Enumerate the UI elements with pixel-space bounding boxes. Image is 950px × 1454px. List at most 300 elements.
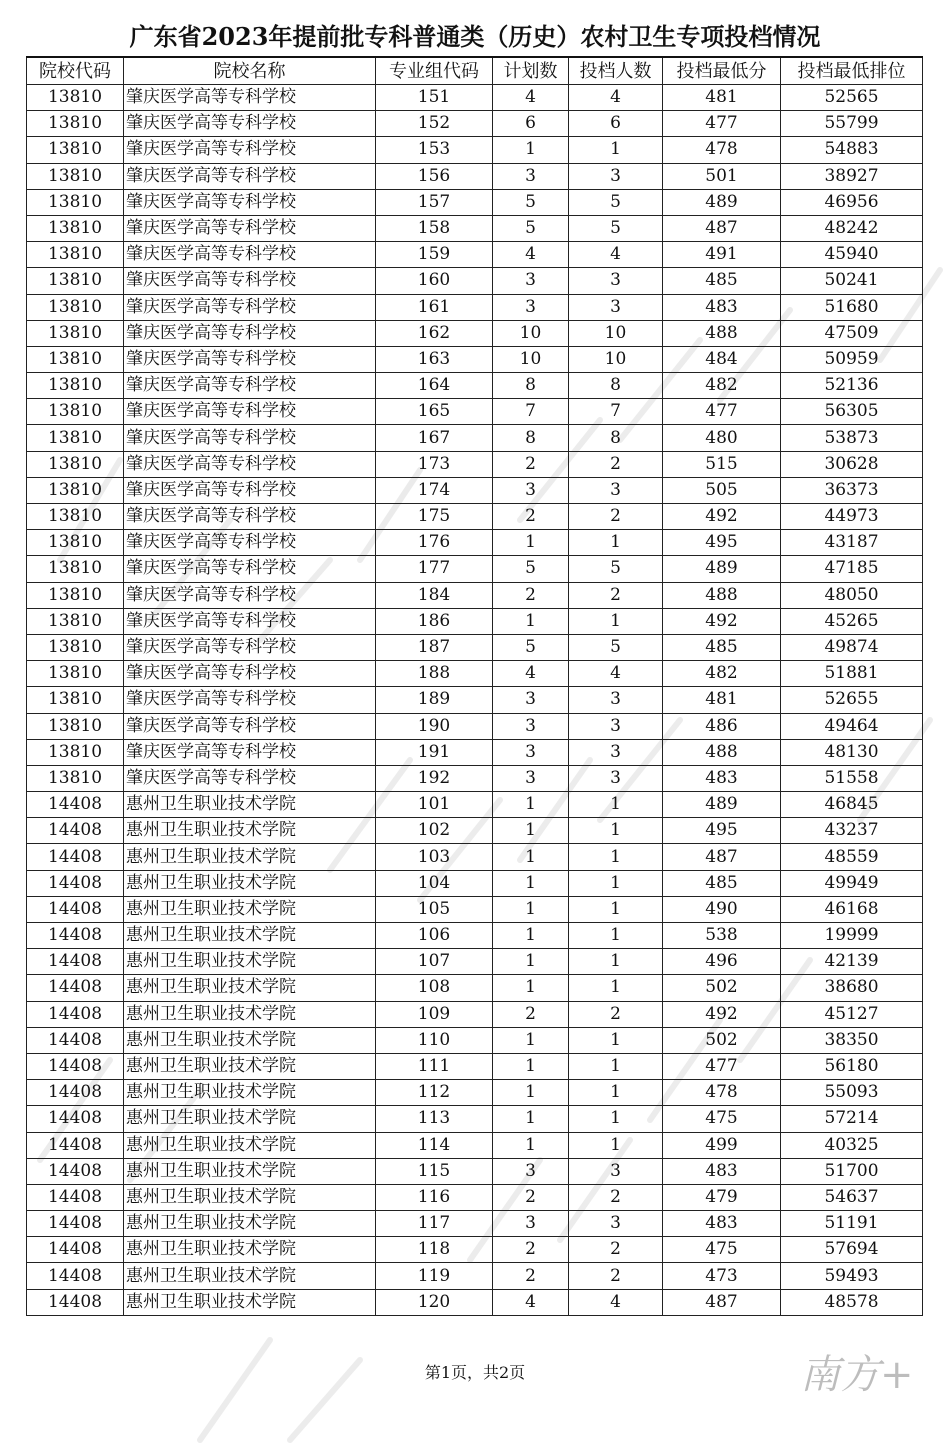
cell-school-code: 14408 <box>27 1080 124 1106</box>
cell-group-code: 160 <box>376 268 493 294</box>
cell-min-score: 489 <box>663 792 781 818</box>
table-row <box>27 739 923 765</box>
cell-min-score: 490 <box>663 896 781 922</box>
cell-school-code: 13810 <box>27 294 124 320</box>
cell-group-code: 173 <box>376 451 493 477</box>
cell-plan-count: 3 <box>493 268 569 294</box>
cell-plan-count: 1 <box>493 896 569 922</box>
table-row <box>27 294 923 320</box>
cell-min-score: 495 <box>663 530 781 556</box>
cell-group-code: 117 <box>376 1211 493 1237</box>
cell-min-score: 501 <box>663 163 781 189</box>
cell-plan-count: 3 <box>493 477 569 503</box>
header-min-rank: 投档最低排位 <box>781 57 923 85</box>
cell-plan-count: 2 <box>493 582 569 608</box>
cell-group-code: 177 <box>376 556 493 582</box>
cell-school-name: 惠州卫生职业技术学院 <box>124 975 376 1001</box>
cell-group-code: 189 <box>376 687 493 713</box>
cell-group-code: 191 <box>376 739 493 765</box>
cell-school-code: 14408 <box>27 844 124 870</box>
cell-min-rank: 53873 <box>781 425 923 451</box>
cell-school-code: 14408 <box>27 870 124 896</box>
cell-min-score: 477 <box>663 399 781 425</box>
cell-admitted-count: 4 <box>569 242 663 268</box>
cell-group-code: 115 <box>376 1158 493 1184</box>
cell-plan-count: 1 <box>493 1027 569 1053</box>
cell-group-code: 176 <box>376 530 493 556</box>
cell-school-name: 肇庆医学高等专科学校 <box>124 713 376 739</box>
cell-min-rank: 46845 <box>781 792 923 818</box>
cell-min-rank: 45127 <box>781 1001 923 1027</box>
header-school-name: 院校名称 <box>124 57 376 85</box>
cell-school-name: 惠州卫生职业技术学院 <box>124 870 376 896</box>
table-row <box>27 896 923 922</box>
cell-school-code: 13810 <box>27 85 124 111</box>
cell-min-score: 491 <box>663 242 781 268</box>
cell-min-rank: 48559 <box>781 844 923 870</box>
cell-min-rank: 38350 <box>781 1027 923 1053</box>
cell-school-name: 肇庆医学高等专科学校 <box>124 687 376 713</box>
cell-plan-count: 3 <box>493 765 569 791</box>
cell-school-code: 13810 <box>27 504 124 530</box>
cell-admitted-count: 1 <box>569 844 663 870</box>
cell-group-code: 116 <box>376 1184 493 1210</box>
cell-admitted-count: 3 <box>569 268 663 294</box>
header-plan-count: 计划数 <box>493 57 569 85</box>
cell-school-code: 14408 <box>27 1289 124 1315</box>
cell-plan-count: 1 <box>493 1132 569 1158</box>
nanfang-plus-logo <box>796 1330 916 1410</box>
cell-group-code: 106 <box>376 923 493 949</box>
cell-min-rank: 56180 <box>781 1053 923 1079</box>
cell-admitted-count: 4 <box>569 1289 663 1315</box>
cell-min-score: 502 <box>663 975 781 1001</box>
cell-admitted-count: 8 <box>569 373 663 399</box>
cell-min-score: 496 <box>663 949 781 975</box>
cell-min-rank: 54883 <box>781 137 923 163</box>
cell-admitted-count: 6 <box>569 111 663 137</box>
cell-admitted-count: 2 <box>569 1237 663 1263</box>
cell-plan-count: 4 <box>493 85 569 111</box>
cell-min-rank: 55799 <box>781 111 923 137</box>
table-row <box>27 1132 923 1158</box>
cell-group-code: 167 <box>376 425 493 451</box>
cell-min-rank: 43237 <box>781 818 923 844</box>
cell-admitted-count: 3 <box>569 713 663 739</box>
table-row <box>27 399 923 425</box>
cell-plan-count: 3 <box>493 1211 569 1237</box>
table-row <box>27 870 923 896</box>
table-row <box>27 608 923 634</box>
cell-admitted-count: 2 <box>569 504 663 530</box>
table-row <box>27 451 923 477</box>
cell-min-rank: 54637 <box>781 1184 923 1210</box>
cell-school-name: 惠州卫生职业技术学院 <box>124 1106 376 1132</box>
cell-group-code: 188 <box>376 661 493 687</box>
cell-admitted-count: 1 <box>569 1027 663 1053</box>
cell-school-code: 13810 <box>27 530 124 556</box>
cell-min-score: 478 <box>663 137 781 163</box>
cell-group-code: 161 <box>376 294 493 320</box>
cell-school-code: 13810 <box>27 399 124 425</box>
cell-plan-count: 4 <box>493 1289 569 1315</box>
cell-admitted-count: 1 <box>569 792 663 818</box>
cell-min-score: 482 <box>663 661 781 687</box>
cell-school-name: 肇庆医学高等专科学校 <box>124 477 376 503</box>
cell-group-code: 175 <box>376 504 493 530</box>
cell-min-rank: 57214 <box>781 1106 923 1132</box>
table-row <box>27 268 923 294</box>
cell-school-name: 惠州卫生职业技术学院 <box>124 844 376 870</box>
cell-admitted-count: 1 <box>569 818 663 844</box>
cell-plan-count: 10 <box>493 320 569 346</box>
cell-admitted-count: 2 <box>569 582 663 608</box>
cell-school-code: 13810 <box>27 687 124 713</box>
table-row <box>27 1211 923 1237</box>
cell-min-score: 483 <box>663 765 781 791</box>
cell-school-name: 惠州卫生职业技术学院 <box>124 1289 376 1315</box>
cell-min-score: 487 <box>663 1289 781 1315</box>
cell-plan-count: 2 <box>493 1237 569 1263</box>
cell-group-code: 186 <box>376 608 493 634</box>
cell-plan-count: 8 <box>493 373 569 399</box>
cell-admitted-count: 5 <box>569 189 663 215</box>
cell-admitted-count: 3 <box>569 1158 663 1184</box>
cell-min-score: 502 <box>663 1027 781 1053</box>
cell-school-name: 肇庆医学高等专科学校 <box>124 739 376 765</box>
table-row <box>27 1001 923 1027</box>
cell-school-code: 14408 <box>27 896 124 922</box>
cell-school-code: 14408 <box>27 1184 124 1210</box>
cell-group-code: 120 <box>376 1289 493 1315</box>
cell-min-score: 492 <box>663 1001 781 1027</box>
cell-min-rank: 57694 <box>781 1237 923 1263</box>
page-number: 第1页，共2页 <box>424 1363 526 1382</box>
cell-school-name: 惠州卫生职业技术学院 <box>124 1027 376 1053</box>
cell-plan-count: 3 <box>493 739 569 765</box>
cell-school-name: 肇庆医学高等专科学校 <box>124 111 376 137</box>
cell-min-score: 477 <box>663 1053 781 1079</box>
cell-school-code: 13810 <box>27 163 124 189</box>
cell-min-rank: 47185 <box>781 556 923 582</box>
cell-school-code: 14408 <box>27 975 124 1001</box>
cell-group-code: 187 <box>376 634 493 660</box>
table-row <box>27 85 923 111</box>
cell-plan-count: 1 <box>493 792 569 818</box>
cell-school-name: 肇庆医学高等专科学校 <box>124 451 376 477</box>
cell-school-code: 14408 <box>27 792 124 818</box>
cell-min-rank: 52565 <box>781 85 923 111</box>
cell-group-code: 164 <box>376 373 493 399</box>
cell-plan-count: 2 <box>493 1184 569 1210</box>
table-row <box>27 1158 923 1184</box>
cell-min-score: 487 <box>663 215 781 241</box>
cell-plan-count: 1 <box>493 949 569 975</box>
cell-school-code: 13810 <box>27 346 124 372</box>
cell-min-score: 485 <box>663 634 781 660</box>
cell-school-name: 惠州卫生职业技术学院 <box>124 1184 376 1210</box>
cell-min-rank: 48578 <box>781 1289 923 1315</box>
cell-min-score: 485 <box>663 870 781 896</box>
cell-min-score: 480 <box>663 425 781 451</box>
cell-min-rank: 49874 <box>781 634 923 660</box>
cell-min-rank: 42139 <box>781 949 923 975</box>
cell-group-code: 151 <box>376 85 493 111</box>
cell-plan-count: 1 <box>493 923 569 949</box>
cell-group-code: 174 <box>376 477 493 503</box>
cell-school-name: 肇庆医学高等专科学校 <box>124 373 376 399</box>
admission-table-wrapper <box>26 56 922 1316</box>
cell-school-code: 14408 <box>27 1211 124 1237</box>
cell-min-score: 495 <box>663 818 781 844</box>
cell-admitted-count: 1 <box>569 1080 663 1106</box>
cell-school-code: 14408 <box>27 1001 124 1027</box>
cell-group-code: 158 <box>376 215 493 241</box>
cell-school-code: 13810 <box>27 451 124 477</box>
table-row <box>27 844 923 870</box>
cell-admitted-count: 1 <box>569 530 663 556</box>
cell-plan-count: 1 <box>493 818 569 844</box>
cell-group-code: 190 <box>376 713 493 739</box>
cell-plan-count: 5 <box>493 634 569 660</box>
cell-group-code: 153 <box>376 137 493 163</box>
cell-school-code: 13810 <box>27 765 124 791</box>
cell-school-name: 惠州卫生职业技术学院 <box>124 896 376 922</box>
cell-plan-count: 5 <box>493 556 569 582</box>
cell-min-rank: 48242 <box>781 215 923 241</box>
cell-school-name: 惠州卫生职业技术学院 <box>124 1263 376 1289</box>
cell-min-rank: 52655 <box>781 687 923 713</box>
table-row <box>27 1080 923 1106</box>
cell-school-name: 肇庆医学高等专科学校 <box>124 268 376 294</box>
cell-plan-count: 3 <box>493 1158 569 1184</box>
cell-school-name: 惠州卫生职业技术学院 <box>124 818 376 844</box>
cell-school-code: 13810 <box>27 634 124 660</box>
cell-group-code: 184 <box>376 582 493 608</box>
cell-school-name: 肇庆医学高等专科学校 <box>124 85 376 111</box>
cell-admitted-count: 1 <box>569 975 663 1001</box>
cell-plan-count: 5 <box>493 189 569 215</box>
cell-plan-count: 3 <box>493 713 569 739</box>
cell-min-rank: 52136 <box>781 373 923 399</box>
cell-min-rank: 50959 <box>781 346 923 372</box>
cell-admitted-count: 7 <box>569 399 663 425</box>
cell-min-rank: 30628 <box>781 451 923 477</box>
cell-group-code: 105 <box>376 896 493 922</box>
cell-admitted-count: 1 <box>569 608 663 634</box>
cell-min-rank: 47509 <box>781 320 923 346</box>
cell-school-code: 13810 <box>27 477 124 503</box>
cell-min-rank: 48130 <box>781 739 923 765</box>
cell-plan-count: 5 <box>493 215 569 241</box>
cell-min-rank: 38680 <box>781 975 923 1001</box>
cell-school-code: 13810 <box>27 739 124 765</box>
table-row <box>27 1237 923 1263</box>
table-row <box>27 1263 923 1289</box>
logo-text: 南方+ <box>800 1352 914 1398</box>
cell-group-code: 192 <box>376 765 493 791</box>
cell-group-code: 108 <box>376 975 493 1001</box>
cell-group-code: 114 <box>376 1132 493 1158</box>
cell-group-code: 113 <box>376 1106 493 1132</box>
cell-school-name: 肇庆医学高等专科学校 <box>124 556 376 582</box>
cell-admitted-count: 8 <box>569 425 663 451</box>
cell-group-code: 156 <box>376 163 493 189</box>
cell-school-name: 惠州卫生职业技术学院 <box>124 923 376 949</box>
cell-min-score: 505 <box>663 477 781 503</box>
cell-school-code: 13810 <box>27 661 124 687</box>
cell-admitted-count: 3 <box>569 687 663 713</box>
cell-school-name: 肇庆医学高等专科学校 <box>124 425 376 451</box>
cell-min-rank: 51191 <box>781 1211 923 1237</box>
header-admitted-count: 投档人数 <box>569 57 663 85</box>
table-row <box>27 346 923 372</box>
cell-group-code: 111 <box>376 1053 493 1079</box>
cell-school-code: 13810 <box>27 713 124 739</box>
cell-school-name: 惠州卫生职业技术学院 <box>124 1237 376 1263</box>
table-row <box>27 765 923 791</box>
cell-admitted-count: 1 <box>569 1053 663 1079</box>
cell-plan-count: 4 <box>493 242 569 268</box>
cell-min-rank: 48050 <box>781 582 923 608</box>
table-row <box>27 137 923 163</box>
cell-plan-count: 3 <box>493 294 569 320</box>
cell-school-name: 肇庆医学高等专科学校 <box>124 137 376 163</box>
cell-school-name: 肇庆医学高等专科学校 <box>124 215 376 241</box>
cell-admitted-count: 3 <box>569 765 663 791</box>
cell-school-name: 肇庆医学高等专科学校 <box>124 582 376 608</box>
cell-school-code: 14408 <box>27 949 124 975</box>
cell-school-name: 惠州卫生职业技术学院 <box>124 792 376 818</box>
cell-admitted-count: 1 <box>569 923 663 949</box>
table-row <box>27 1289 923 1315</box>
cell-school-code: 14408 <box>27 1237 124 1263</box>
cell-school-code: 13810 <box>27 608 124 634</box>
cell-min-score: 538 <box>663 923 781 949</box>
table-row <box>27 477 923 503</box>
cell-plan-count: 7 <box>493 399 569 425</box>
cell-plan-count: 2 <box>493 451 569 477</box>
cell-min-rank: 19999 <box>781 923 923 949</box>
cell-group-code: 101 <box>376 792 493 818</box>
table-header-row <box>27 57 923 85</box>
header-min-score: 投档最低分 <box>663 57 781 85</box>
cell-admitted-count: 5 <box>569 215 663 241</box>
cell-admitted-count: 1 <box>569 137 663 163</box>
cell-plan-count: 1 <box>493 1106 569 1132</box>
cell-min-score: 479 <box>663 1184 781 1210</box>
cell-group-code: 104 <box>376 870 493 896</box>
cell-school-name: 惠州卫生职业技术学院 <box>124 1211 376 1237</box>
cell-school-name: 惠州卫生职业技术学院 <box>124 1053 376 1079</box>
table-row <box>27 713 923 739</box>
cell-min-rank: 36373 <box>781 477 923 503</box>
cell-min-score: 483 <box>663 294 781 320</box>
table-row <box>27 661 923 687</box>
cell-group-code: 102 <box>376 818 493 844</box>
cell-plan-count: 2 <box>493 1263 569 1289</box>
cell-min-score: 475 <box>663 1106 781 1132</box>
cell-min-rank: 51881 <box>781 661 923 687</box>
table-row <box>27 163 923 189</box>
cell-plan-count: 1 <box>493 1053 569 1079</box>
cell-plan-count: 8 <box>493 425 569 451</box>
cell-group-code: 103 <box>376 844 493 870</box>
cell-admitted-count: 1 <box>569 1106 663 1132</box>
table-row <box>27 504 923 530</box>
cell-admitted-count: 2 <box>569 1001 663 1027</box>
cell-min-score: 482 <box>663 373 781 399</box>
cell-school-name: 惠州卫生职业技术学院 <box>124 1132 376 1158</box>
cell-group-code: 107 <box>376 949 493 975</box>
cell-min-rank: 38927 <box>781 163 923 189</box>
cell-min-rank: 51700 <box>781 1158 923 1184</box>
cell-admitted-count: 1 <box>569 1132 663 1158</box>
cell-admitted-count: 4 <box>569 661 663 687</box>
cell-school-name: 惠州卫生职业技术学院 <box>124 1080 376 1106</box>
cell-min-score: 485 <box>663 268 781 294</box>
cell-plan-count: 1 <box>493 975 569 1001</box>
cell-admitted-count: 2 <box>569 1184 663 1210</box>
cell-min-rank: 49464 <box>781 713 923 739</box>
table-row <box>27 582 923 608</box>
cell-school-code: 14408 <box>27 1106 124 1132</box>
table-row <box>27 975 923 1001</box>
table-row <box>27 1106 923 1132</box>
cell-group-code: 119 <box>376 1263 493 1289</box>
cell-school-code: 14408 <box>27 1027 124 1053</box>
cell-school-code: 14408 <box>27 1263 124 1289</box>
cell-school-code: 13810 <box>27 268 124 294</box>
cell-plan-count: 3 <box>493 163 569 189</box>
cell-min-score: 499 <box>663 1132 781 1158</box>
cell-school-name: 肇庆医学高等专科学校 <box>124 765 376 791</box>
cell-school-code: 13810 <box>27 189 124 215</box>
header-school-code: 院校代码 <box>27 57 124 85</box>
cell-min-rank: 44973 <box>781 504 923 530</box>
cell-school-name: 肇庆医学高等专科学校 <box>124 504 376 530</box>
table-row <box>27 215 923 241</box>
cell-admitted-count: 10 <box>569 320 663 346</box>
document-title: 广东省2023年提前批专科普通类（历史）农村卫生专项投档情况 <box>129 22 821 51</box>
cell-school-code: 13810 <box>27 242 124 268</box>
cell-plan-count: 1 <box>493 844 569 870</box>
cell-min-rank: 59493 <box>781 1263 923 1289</box>
cell-admitted-count: 1 <box>569 949 663 975</box>
cell-plan-count: 2 <box>493 504 569 530</box>
cell-min-score: 478 <box>663 1080 781 1106</box>
cell-school-code: 13810 <box>27 215 124 241</box>
cell-min-rank: 46168 <box>781 896 923 922</box>
table-row <box>27 425 923 451</box>
table-row <box>27 818 923 844</box>
cell-group-code: 159 <box>376 242 493 268</box>
cell-min-score: 489 <box>663 556 781 582</box>
cell-school-name: 肇庆医学高等专科学校 <box>124 530 376 556</box>
cell-min-score: 473 <box>663 1263 781 1289</box>
table-row <box>27 320 923 346</box>
cell-min-score: 488 <box>663 320 781 346</box>
table-row <box>27 792 923 818</box>
cell-school-name: 肇庆医学高等专科学校 <box>124 661 376 687</box>
cell-school-code: 14408 <box>27 1132 124 1158</box>
cell-school-name: 肇庆医学高等专科学校 <box>124 163 376 189</box>
table-row <box>27 242 923 268</box>
cell-group-code: 110 <box>376 1027 493 1053</box>
cell-admitted-count: 5 <box>569 634 663 660</box>
cell-school-code: 13810 <box>27 373 124 399</box>
cell-school-name: 肇庆医学高等专科学校 <box>124 634 376 660</box>
